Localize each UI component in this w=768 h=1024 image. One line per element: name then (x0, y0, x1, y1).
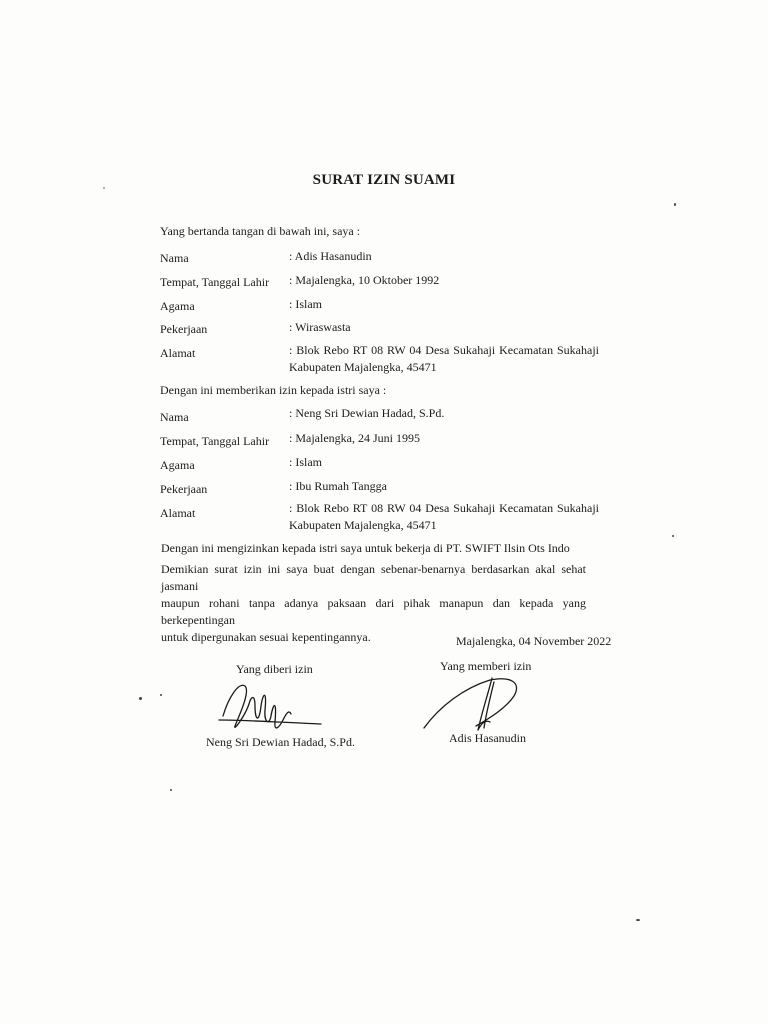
wife-pekerjaan-label: Pekerjaan (160, 482, 208, 496)
husband-pekerjaan-label: Pekerjaan (160, 322, 208, 336)
wife-pekerjaan-value: : Ibu Rumah Tangga (289, 479, 387, 493)
closing-line-3: untuk dipergunakan sesuai kepentingannya. (161, 630, 371, 644)
wife-alamat-line1: : Blok Rebo RT 08 RW 04 Desa Sukahaji Kecamatan Sukahaji (289, 501, 599, 515)
place-date: Majalengka, 04 November 2022 (456, 634, 612, 648)
right-signature-scribble (420, 670, 530, 736)
scan-speck (139, 697, 142, 700)
scan-speck (103, 187, 105, 189)
husband-agama-label: Agama (160, 299, 195, 313)
letter-title: SURAT IZIN SUAMI (312, 172, 456, 188)
husband-alamat-line2: Kabupaten Majalengka, 45471 (289, 360, 437, 374)
right-signature-caption: Yang memberi izin (440, 659, 532, 673)
husband-ttl-value: : Majalengka, 10 Oktober 1992 (289, 273, 440, 287)
husband-alamat-label: Alamat (160, 346, 196, 360)
wife-alamat-label: Alamat (160, 506, 196, 520)
husband-ttl-label: Tempat, Tanggal Lahir (160, 275, 270, 289)
closing-line-2: maupun rohani tanpa adanya paksaan dari pihak manapun dan kepada yang berkepentingan (161, 596, 586, 627)
husband-nama-label: Nama (160, 251, 189, 265)
wife-alamat-line2: Kabupaten Majalengka, 45471 (289, 518, 437, 532)
left-signature-name: Neng Sri Dewian Hadad, S.Pd. (206, 735, 355, 749)
left-signature-scribble (215, 676, 325, 738)
husband-agama-value: : Islam (289, 297, 322, 311)
right-signature-name: Adis Hasanudin (449, 731, 526, 745)
wife-agama-value: : Islam (289, 455, 322, 469)
scan-speck (672, 535, 674, 537)
scan-speck (674, 203, 676, 206)
wife-ttl-label: Tempat, Tanggal Lahir (160, 434, 270, 448)
husband-pekerjaan-value: : Wiraswasta (289, 320, 351, 334)
wife-nama-value: : Neng Sri Dewian Hadad, S.Pd. (289, 406, 445, 420)
wife-nama-label: Nama (160, 410, 189, 424)
husband-nama-value: : Adis Hasanudin (289, 249, 372, 263)
husband-alamat-line1: : Blok Rebo RT 08 RW 04 Desa Sukahaji Kecamatan Sukahaji (289, 343, 599, 357)
scan-speck (170, 789, 172, 791)
scan-speck (160, 694, 162, 696)
left-signature-caption: Yang diberi izin (236, 662, 313, 676)
intro-husband: Yang bertanda tangan di bawah ini, saya : (160, 224, 361, 238)
closing-line-1: Demikian surat izin ini saya buat dengan sebenar-benarnya berdasarkan akal sehat jasmani (161, 562, 586, 593)
wife-agama-label: Agama (160, 458, 195, 472)
wife-ttl-value: : Majalengka, 24 Juni 1995 (289, 431, 420, 445)
wife-alamat-value (289, 500, 599, 534)
husband-alamat-value (289, 342, 599, 376)
intro-wife: Dengan ini memberikan izin kepada istri saya : (160, 383, 387, 397)
permission-statement: Dengan ini mengizinkan kepada istri saya untuk bekerja di PT. SWIFT Ilsin Ots Indo (161, 541, 570, 555)
scan-speck (636, 919, 640, 921)
